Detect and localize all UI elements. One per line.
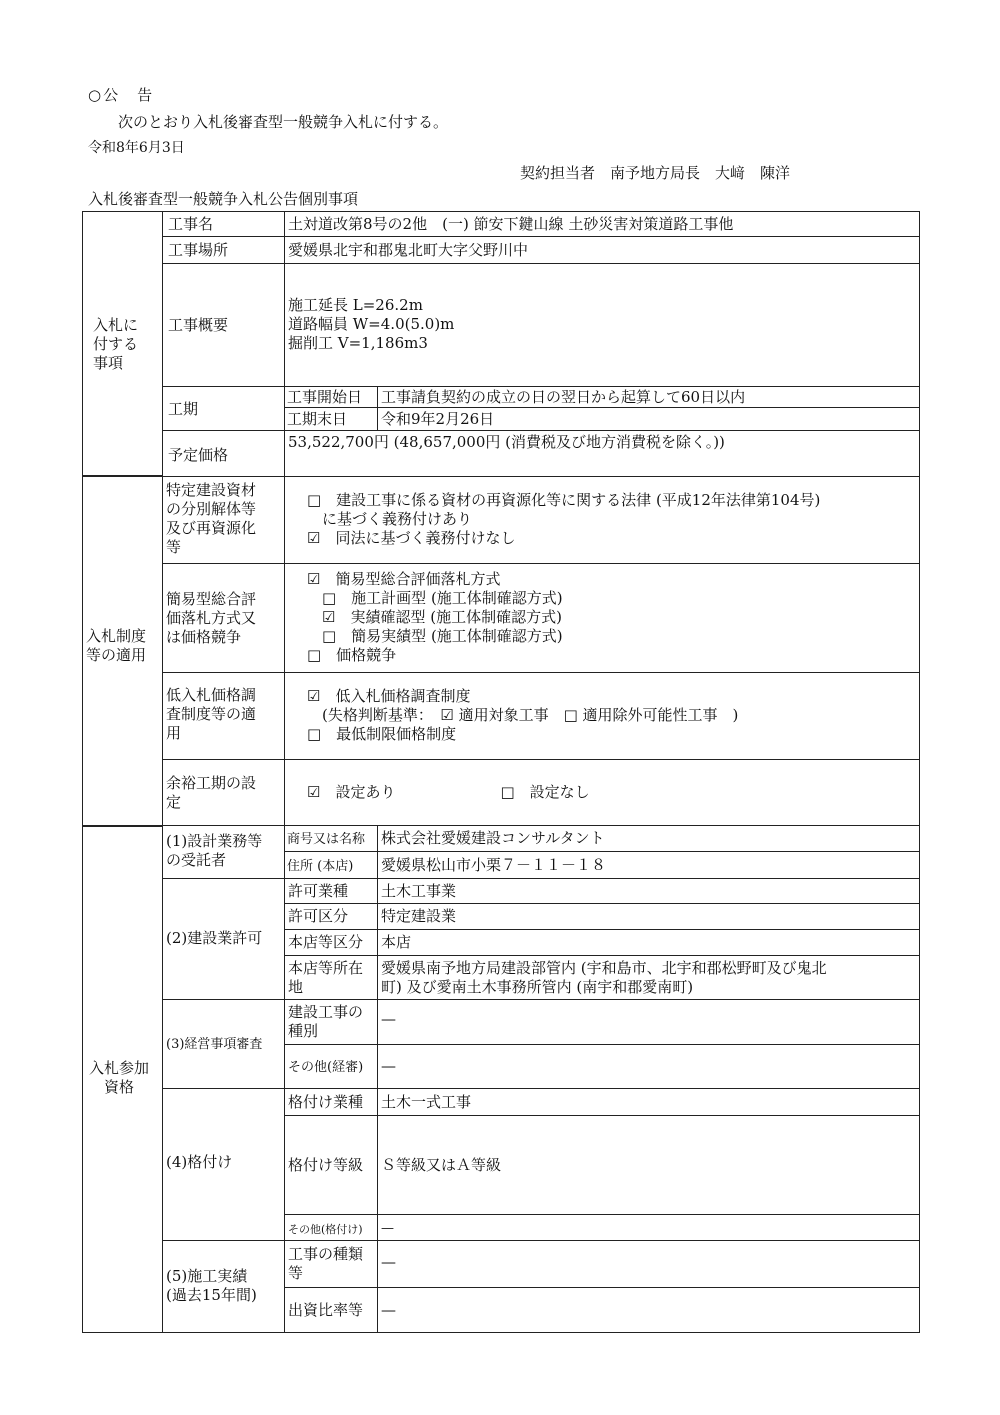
notice-title: ○公 告 [88, 86, 155, 104]
section-title: 入札後審査型一般競争入札公告個別事項 [88, 190, 359, 208]
notice-intro: 次のとおり入札後審査型一般競争入札に付する。 [118, 113, 449, 131]
record-kind-label: 工事の種類 等 [288, 1245, 364, 1282]
work-start-label: 工事開始日 [287, 388, 363, 406]
permit-label: (2)建設業許可 [166, 929, 263, 947]
slack-options: ☑ 設定あり □ 設定なし [307, 783, 590, 801]
signer: 契約担当者 南予地方局長 大﨑 陳洋 [520, 164, 791, 182]
rank-grade-value: Ｓ等級又はＡ等級 [381, 1156, 502, 1174]
work-summary-value-cell [284, 263, 920, 387]
work-place-value-cell [284, 236, 920, 264]
record-ratio-label-cell [284, 1287, 378, 1333]
record-label: (5)施工実績 (過去15年間) [166, 1267, 257, 1304]
work-end-value-cell [377, 407, 920, 431]
design-name-value: 株式会社愛媛建設コンサルタント [381, 829, 605, 847]
design-name-value-cell [377, 825, 920, 852]
work-end-label-cell [284, 407, 378, 431]
permit-type-label-cell [284, 878, 378, 904]
permit-label-cell [162, 878, 285, 1000]
low-label-cell [162, 672, 285, 760]
work-start-label-cell [284, 386, 378, 408]
rank-label: (4)格付け [166, 1153, 233, 1171]
work-summary-label: 工事概要 [168, 316, 229, 334]
work-name-value-cell [284, 211, 920, 237]
work-period-label: 工期 [168, 400, 199, 418]
rank-grade-label: 格付け等級 [288, 1156, 364, 1174]
record-ratio-value: — [381, 1301, 396, 1319]
rank-type-value-cell [377, 1088, 920, 1116]
eval-options: ☑ 簡易型総合評価落札方式 □ 施工計画型 (施工体制確認方式) ☑ 実績確認型 (施工体制確認方式) □ 簡易実績型 (施工体制確認方式) □ 価格競争 [307, 570, 563, 664]
office-class-label: 本店等区分 [288, 933, 364, 951]
notice-date: 令和8年6月3日 [88, 140, 185, 156]
work-price-value: 53,522,700円 (48,657,000円 (消費税及び地方消費税を除く。)) [288, 433, 725, 451]
design-addr-label: 住所 (本店) [287, 859, 354, 874]
audit-other-label: その他(経審) [288, 1060, 364, 1075]
audit-kind-label-cell [284, 999, 378, 1045]
recycle-value-cell [284, 476, 920, 564]
record-kind-value-cell [377, 1240, 920, 1288]
rank-type-value: 土木一式工事 [381, 1093, 472, 1111]
audit-other-value-cell [377, 1044, 920, 1089]
eval-value-cell [284, 563, 920, 673]
rank-other-label-cell [284, 1214, 378, 1241]
rank-type-label: 格付け業種 [288, 1093, 364, 1111]
section-system [82, 476, 163, 826]
permit-class-value-cell [377, 903, 920, 930]
design-name-label-cell [284, 825, 378, 852]
recycle-opt-not-required: ☑ 同法に基づく義務付けなし [307, 529, 516, 547]
rank-other-value: — [381, 1221, 394, 1236]
design-label: (1)設計業務等 の受託者 [166, 832, 263, 869]
permit-type-label: 許可業種 [288, 882, 349, 900]
record-kind-label-cell [284, 1240, 378, 1288]
permit-class-label-cell [284, 903, 378, 930]
work-price-value-cell [284, 430, 920, 477]
office-loc-label-cell [284, 955, 378, 1000]
work-price-label-cell [162, 430, 285, 477]
audit-label: (3)経営事項審査 [166, 1037, 263, 1052]
record-label-cell [162, 1240, 285, 1333]
rank-grade-label-cell [284, 1115, 378, 1215]
low-value-cell [284, 672, 920, 760]
slack-label: 余裕工期の設 定 [166, 774, 257, 811]
recycle-label-cell [162, 476, 285, 564]
eval-label: 簡易型総合評 価落札方式又 は価格競争 [166, 590, 257, 646]
work-price-label: 予定価格 [168, 446, 229, 464]
recycle-label: 特定建設資材 の分別解体等 及び再資源化 等 [166, 481, 257, 556]
office-class-value: 本店 [381, 933, 412, 951]
office-loc-value-cell [377, 955, 920, 1000]
section-qual [82, 826, 163, 1333]
work-end-label: 工期末日 [287, 410, 348, 428]
low-price-label: 低入札価格調 査制度等の適 用 [166, 686, 257, 742]
office-class-label-cell [284, 929, 378, 956]
audit-kind-value-cell [377, 999, 920, 1045]
notice-table [82, 211, 920, 1333]
design-addr-value-cell [377, 851, 920, 879]
audit-kind-label: 建設工事の 種別 [288, 1003, 364, 1040]
work-summary-label-cell [162, 263, 285, 387]
audit-other-value: — [381, 1057, 396, 1075]
work-name-label-cell [162, 211, 285, 237]
eval-label-cell [162, 563, 285, 673]
audit-label-cell [162, 999, 285, 1089]
rank-type-label-cell [284, 1088, 378, 1116]
design-label-cell [162, 825, 285, 879]
office-loc-label: 本店等所在 地 [288, 959, 364, 996]
audit-kind-value: — [381, 1010, 396, 1028]
design-addr-label-cell [284, 851, 378, 879]
slack-value-cell [284, 759, 920, 826]
work-period-label-cell [162, 386, 285, 431]
permit-type-value: 土木工事業 [381, 882, 457, 900]
office-loc-value: 愛媛県南予地方局建設部管内 (宇和島市、北宇和郡松野町及び鬼北 町) 及び愛南土木事務所管内 (南宇和郡愛南町) [381, 959, 827, 996]
section-qual-label: 入札参加 資格 [89, 1059, 150, 1096]
section-bid-label: 入札に 付する 事項 [93, 316, 139, 372]
audit-other-label-cell [284, 1044, 378, 1089]
work-place-label: 工事場所 [168, 241, 229, 259]
rank-label-cell [162, 1088, 285, 1241]
recycle-opt-required: □ 建設工事に係る資材の再資源化等に関する法律 (平成12年法律第104号) に基づく義務付けあり [307, 491, 821, 528]
rank-grade-value-cell [377, 1115, 920, 1215]
design-name-label: 商号又は名称 [287, 832, 366, 847]
rank-other-label: その他(格付け) [288, 1223, 363, 1236]
permit-type-value-cell [377, 878, 920, 904]
work-start-value: 工事請負契約の成立の日の翌日から起算して60日以内 [381, 388, 746, 406]
permit-class-value: 特定建設業 [381, 907, 457, 925]
rank-other-value-cell [377, 1214, 920, 1241]
work-summary-value: 施工延長 L=26.2m 道路幅員 W=4.0(5.0)m 掘削工 V=1,186m3 [288, 296, 455, 352]
work-name-value: 土対道改第8号の2他 (一) 節安下鍵山線 土砂災害対策道路工事他 [288, 215, 734, 233]
low-price-options: ☑ 低入札価格調査制度 (失格判断基準： ☑ 適用対象工事 □ 適用除外可能性工事 ) □ 最低制限価格制度 [307, 687, 739, 743]
office-class-value-cell [377, 929, 920, 956]
slack-label-cell [162, 759, 285, 826]
work-place-value: 愛媛県北宇和郡鬼北町大字父野川中 [288, 241, 529, 259]
work-place-label-cell [162, 236, 285, 264]
permit-class-label: 許可区分 [288, 907, 349, 925]
work-start-value-cell [377, 386, 920, 408]
record-ratio-value-cell [377, 1287, 920, 1333]
section-bid [82, 211, 163, 476]
design-addr-value: 愛媛県松山市小栗７－１１－１８ [381, 856, 607, 874]
section-system-label: 入札制度 等の適用 [86, 627, 147, 664]
work-end-value: 令和9年2月26日 [381, 410, 495, 428]
record-ratio-label: 出資比率等 [288, 1301, 364, 1319]
record-kind-value: — [381, 1253, 396, 1271]
work-name-label: 工事名 [168, 215, 214, 233]
